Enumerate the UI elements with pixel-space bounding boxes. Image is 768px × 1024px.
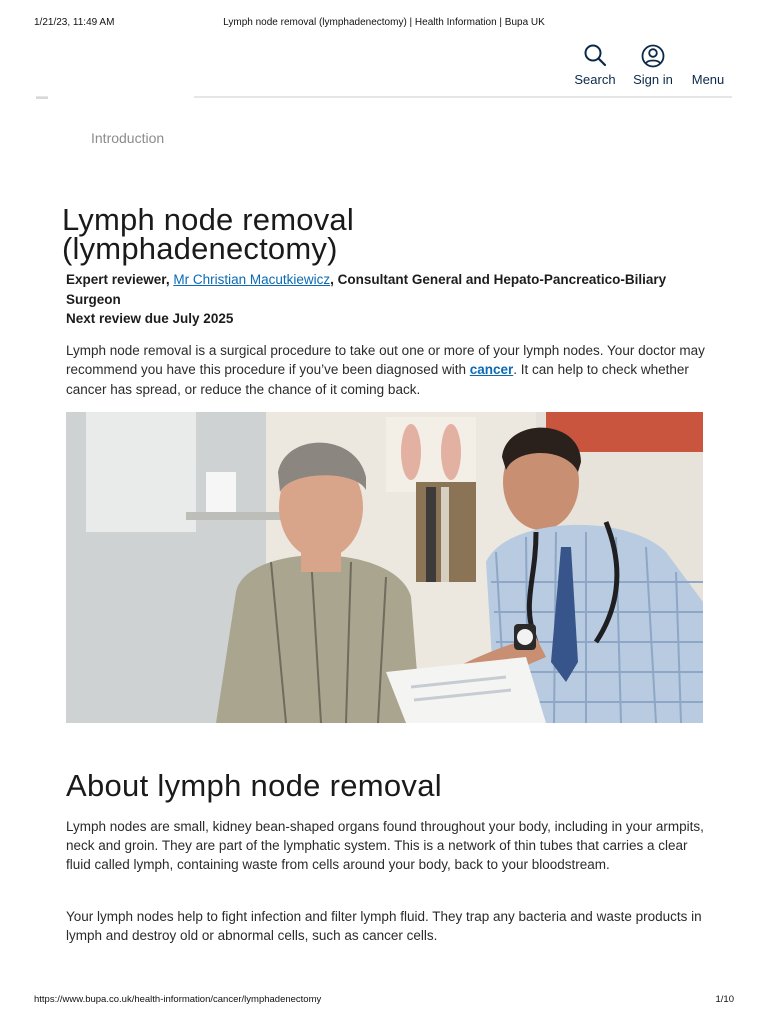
top-navigation	[36, 38, 732, 98]
search-label: Search	[574, 72, 616, 87]
print-page-title: Lymph node removal (lymphadenectomy) | Health Information | Bupa UK	[223, 17, 545, 28]
reviewer-prefix: Expert reviewer,	[66, 272, 174, 287]
print-page-number: 1/10	[715, 994, 734, 1005]
review-due-date: Next review due July 2025	[66, 311, 234, 326]
reviewer-link[interactable]: Mr Christian Macutkiewicz	[173, 272, 331, 287]
print-header	[0, 17, 768, 31]
sign-in-label: Sign in	[633, 72, 673, 87]
section-tab-introduction[interactable]: Introduction	[91, 130, 165, 146]
hero-image-doctor-with-patient	[66, 412, 703, 723]
page-title	[62, 202, 662, 266]
print-url: https://www.bupa.co.uk/health-information/cancer/lymphadenectomy	[34, 994, 322, 1005]
section-heading-about: About lymph node removal	[66, 768, 442, 803]
menu-button[interactable]	[687, 42, 729, 87]
print-footer	[0, 994, 768, 1008]
about-paragraph-1: Lymph nodes are small, kidney bean-shaped organs found throughout your body, including in your armpits, neck and groin. They are part of the lymphatic system. This is a network of thin tubes that carries a clear fluid called lymph, containing waste from cells around your body, back to your bloodstream.	[66, 819, 704, 872]
cancer-link[interactable]: cancer	[469, 362, 514, 378]
search-button[interactable]	[572, 42, 618, 87]
intro-text-2: . It can help to check whether cancer has spread, or reduce the chance of it coming back.	[66, 362, 689, 397]
nav-divider	[36, 97, 48, 99]
print-datetime: 1/21/23, 11:49 AM	[34, 17, 115, 28]
user-account-icon	[630, 42, 676, 70]
article-meta	[66, 270, 706, 329]
search-icon	[572, 42, 618, 70]
page-title-line-2: (lymphadenectomy)	[62, 231, 338, 266]
menu-label: Menu	[691, 72, 725, 87]
sign-in-button[interactable]	[630, 42, 676, 87]
intro-text-1: Lymph node removal is a surgical procedure to take out one or more of your lymph nodes. Your doctor may recommend you have this procedure if you’ve been diagnosed with	[66, 343, 705, 378]
logo-area	[48, 95, 194, 99]
page-title-line-1: Lymph node removal	[62, 202, 354, 237]
reviewer-title: , Consultant General and Hepato-Pancreatico-Biliary Surgeon	[66, 272, 667, 307]
about-paragraph-2: Your lymph nodes help to fight infection and filter lymph fluid. They trap any bacteria and waste products in lymph and destroy old or abnormal cells, such as cancer cells.	[66, 909, 702, 943]
intro-paragraph	[66, 341, 706, 399]
